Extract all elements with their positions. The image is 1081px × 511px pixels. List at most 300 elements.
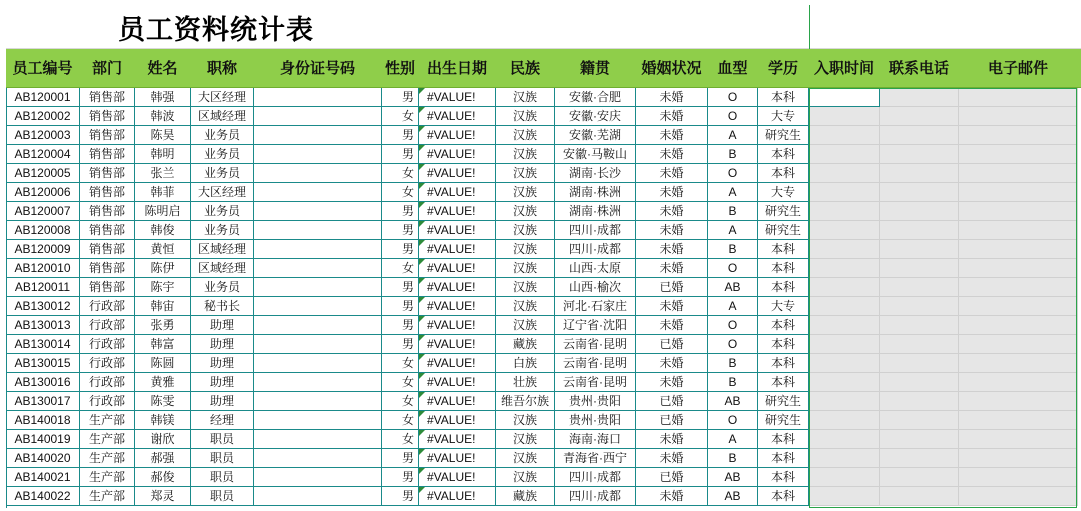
table-cell[interactable]: 安徽·马鞍山 [555,145,636,164]
table-cell[interactable] [880,183,959,202]
table-cell[interactable]: 韩宙 [135,297,191,316]
table-cell[interactable] [254,240,382,259]
table-cell[interactable]: AB140019 [6,430,80,449]
table-cell[interactable]: 郝俊 [135,468,191,487]
table-cell[interactable]: 海南·海口 [555,430,636,449]
table-cell[interactable] [809,145,880,164]
table-cell[interactable]: AB130013 [6,316,80,335]
table-cell[interactable] [880,487,959,506]
column-header[interactable]: 籍贯 [579,59,610,77]
table-cell[interactable]: 未婚 [636,145,708,164]
table-cell[interactable] [959,335,1078,354]
table-cell[interactable] [419,468,496,487]
table-cell[interactable] [419,449,496,468]
table-cell[interactable]: 本科 [758,278,809,297]
table-cell[interactable]: 助理 [191,392,254,411]
table-cell[interactable]: 韩明 [135,145,191,164]
table-cell[interactable] [880,221,959,240]
table-cell[interactable]: 业务员 [191,202,254,221]
table-cell[interactable] [959,164,1078,183]
table-cell[interactable]: 山西·太原 [555,259,636,278]
column-header[interactable]: 身份证号码 [279,59,355,77]
table-cell[interactable] [254,316,382,335]
table-cell[interactable]: 汉族 [496,145,555,164]
table-cell[interactable]: 秘书长 [191,297,254,316]
table-cell[interactable]: 未婚 [636,449,708,468]
table-cell[interactable]: 本科 [758,487,809,506]
table-cell[interactable]: 男 [382,240,419,259]
table-cell[interactable]: 男 [382,221,419,240]
table-cell[interactable]: 藏族 [496,487,555,506]
table-cell[interactable]: O [708,335,758,354]
table-cell[interactable]: 未婚 [636,316,708,335]
table-cell[interactable] [254,145,382,164]
table-cell[interactable]: 生产部 [80,430,135,449]
table-cell[interactable]: 维吾尔族 [496,392,555,411]
table-cell[interactable] [419,392,496,411]
table-cell[interactable]: 四川·成都 [555,240,636,259]
table-cell[interactable]: 大区经理 [191,183,254,202]
table-cell[interactable] [880,107,959,126]
table-cell[interactable]: 女 [382,373,419,392]
table-cell[interactable]: 区域经理 [191,259,254,278]
table-cell[interactable] [959,88,1078,107]
column-header[interactable]: 入职时间 [813,59,874,77]
table-cell[interactable]: 四川·成都 [555,468,636,487]
table-cell[interactable]: 汉族 [496,411,555,430]
table-cell[interactable]: 陈伊 [135,259,191,278]
table-cell[interactable]: 助理 [191,373,254,392]
table-cell[interactable]: B [708,202,758,221]
table-cell[interactable] [880,259,959,278]
table-cell[interactable]: 安徽·合肥 [555,88,636,107]
table-cell[interactable] [254,221,382,240]
table-cell[interactable]: 男 [382,449,419,468]
table-cell[interactable]: 贵州·贵阳 [555,392,636,411]
table-cell[interactable]: 业务员 [191,145,254,164]
table-cell[interactable]: 男 [382,88,419,107]
table-cell[interactable] [880,411,959,430]
table-cell[interactable]: 男 [382,145,419,164]
table-cell[interactable] [419,259,496,278]
table-cell[interactable]: 行政部 [80,335,135,354]
table-cell[interactable]: 销售部 [80,145,135,164]
table-cell[interactable]: 汉族 [496,240,555,259]
table-cell[interactable]: 本科 [758,145,809,164]
column-header[interactable]: 姓名 [147,59,178,77]
table-cell[interactable]: 助理 [191,354,254,373]
table-cell[interactable]: 韩俊 [135,221,191,240]
table-cell[interactable] [880,164,959,183]
table-cell[interactable] [809,297,880,316]
table-cell[interactable]: 女 [382,259,419,278]
column-header[interactable]: 性别 [384,59,415,77]
table-cell[interactable]: 韩富 [135,335,191,354]
table-cell[interactable]: 张勇 [135,316,191,335]
column-header[interactable]: 联系电话 [888,59,949,77]
table-cell[interactable] [254,373,382,392]
table-cell[interactable]: O [708,164,758,183]
table-cell[interactable]: 本科 [758,259,809,278]
table-cell[interactable]: 女 [382,354,419,373]
table-cell[interactable]: 汉族 [496,297,555,316]
table-cell[interactable] [809,126,880,145]
table-cell[interactable] [959,240,1078,259]
table-cell[interactable]: 陈明启 [135,202,191,221]
table-cell[interactable] [254,107,382,126]
table-cell[interactable]: 本科 [758,354,809,373]
table-cell[interactable]: 销售部 [80,88,135,107]
table-cell[interactable]: 销售部 [80,278,135,297]
table-cell[interactable] [419,297,496,316]
table-cell[interactable] [419,164,496,183]
table-cell[interactable]: AB130015 [6,354,80,373]
table-cell[interactable] [809,487,880,506]
table-cell[interactable]: 销售部 [80,107,135,126]
table-cell[interactable]: 壮族 [496,373,555,392]
table-cell[interactable] [254,468,382,487]
table-cell[interactable]: 本科 [758,449,809,468]
table-cell[interactable]: 郑灵 [135,487,191,506]
table-cell[interactable]: B [708,354,758,373]
table-cell[interactable] [809,430,880,449]
table-cell[interactable] [880,449,959,468]
table-cell[interactable]: 男 [382,487,419,506]
table-cell[interactable] [880,468,959,487]
table-cell[interactable]: 本科 [758,240,809,259]
table-cell[interactable]: 郝强 [135,449,191,468]
table-cell[interactable]: 销售部 [80,126,135,145]
table-cell[interactable]: 生产部 [80,449,135,468]
table-cell[interactable] [809,411,880,430]
table-cell[interactable] [809,183,880,202]
table-cell[interactable]: 陈雯 [135,392,191,411]
table-cell[interactable] [419,430,496,449]
table-cell[interactable]: 张兰 [135,164,191,183]
table-cell[interactable]: 未婚 [636,297,708,316]
column-header[interactable]: 职称 [206,59,237,77]
table-cell[interactable] [254,164,382,183]
table-cell[interactable] [959,430,1078,449]
table-cell[interactable]: 本科 [758,164,809,183]
table-cell[interactable]: A [708,297,758,316]
table-cell[interactable]: 行政部 [80,316,135,335]
table-cell[interactable] [419,183,496,202]
table-cell[interactable]: 男 [382,126,419,145]
table-cell[interactable] [809,449,880,468]
table-cell[interactable]: 未婚 [636,126,708,145]
table-cell[interactable]: 安徽·芜湖 [555,126,636,145]
table-cell[interactable]: 汉族 [496,278,555,297]
table-cell[interactable] [419,202,496,221]
table-cell[interactable] [254,183,382,202]
table-cell[interactable]: AB140020 [6,449,80,468]
table-cell[interactable]: 研究生 [758,202,809,221]
table-cell[interactable]: 陈宇 [135,278,191,297]
table-cell[interactable] [809,240,880,259]
table-cell[interactable]: 未婚 [636,88,708,107]
table-cell[interactable]: AB120007 [6,202,80,221]
table-cell[interactable]: 职员 [191,468,254,487]
table-cell[interactable]: 未婚 [636,202,708,221]
table-cell[interactable]: 本科 [758,316,809,335]
table-cell[interactable]: 本科 [758,430,809,449]
table-cell[interactable]: 男 [382,202,419,221]
table-cell[interactable]: 本科 [758,468,809,487]
table-cell[interactable] [880,88,959,107]
table-cell[interactable] [809,164,880,183]
sheet-title[interactable]: 员工资料统计表 [118,15,314,46]
table-cell[interactable] [419,240,496,259]
table-cell[interactable]: 青海省·西宁 [555,449,636,468]
table-cell[interactable] [959,487,1078,506]
table-cell[interactable]: 山西·榆次 [555,278,636,297]
table-cell[interactable] [419,221,496,240]
table-cell[interactable] [880,126,959,145]
table-cell[interactable]: A [708,221,758,240]
table-cell[interactable]: 湖南·株洲 [555,183,636,202]
table-cell[interactable]: 生产部 [80,468,135,487]
table-cell[interactable]: 销售部 [80,221,135,240]
table-cell[interactable]: O [708,107,758,126]
table-cell[interactable]: 研究生 [758,221,809,240]
table-cell[interactable]: 研究生 [758,392,809,411]
table-cell[interactable] [419,373,496,392]
table-cell[interactable]: 汉族 [496,316,555,335]
table-cell[interactable] [254,411,382,430]
table-cell[interactable]: 韩波 [135,107,191,126]
table-cell[interactable]: 男 [382,468,419,487]
table-cell[interactable]: 已婚 [636,392,708,411]
table-cell[interactable]: A [708,430,758,449]
table-cell[interactable]: 安徽·安庆 [555,107,636,126]
table-cell[interactable]: 黄雅 [135,373,191,392]
table-cell[interactable]: O [708,259,758,278]
table-cell[interactable]: 行政部 [80,297,135,316]
table-cell[interactable]: 未婚 [636,430,708,449]
column-header[interactable]: 电子邮件 [987,59,1048,77]
table-cell[interactable]: 谢欣 [135,430,191,449]
table-cell[interactable] [959,449,1078,468]
table-cell[interactable]: 生产部 [80,487,135,506]
table-cell[interactable]: AB120011 [6,278,80,297]
table-cell[interactable]: 业务员 [191,278,254,297]
table-cell[interactable] [880,354,959,373]
table-cell[interactable]: 本科 [758,373,809,392]
table-cell[interactable]: 销售部 [80,259,135,278]
table-cell[interactable] [880,145,959,164]
table-cell[interactable] [809,354,880,373]
table-cell[interactable]: 韩强 [135,88,191,107]
table-cell[interactable]: 男 [382,297,419,316]
column-header[interactable]: 血型 [717,59,748,77]
table-cell[interactable]: AB140018 [6,411,80,430]
table-cell[interactable]: 区域经理 [191,240,254,259]
table-cell[interactable]: 男 [382,316,419,335]
table-cell[interactable]: 辽宁省·沈阳 [555,316,636,335]
table-cell[interactable] [959,354,1078,373]
table-cell[interactable]: 本科 [758,88,809,107]
table-cell[interactable]: B [708,373,758,392]
table-cell[interactable]: 男 [382,278,419,297]
table-cell[interactable]: AB120004 [6,145,80,164]
table-cell[interactable]: 职员 [191,487,254,506]
table-cell[interactable]: 行政部 [80,392,135,411]
table-cell[interactable]: B [708,240,758,259]
table-cell[interactable] [254,88,382,107]
table-cell[interactable]: AB120001 [6,88,80,107]
table-cell[interactable]: 汉族 [496,164,555,183]
table-cell[interactable] [880,202,959,221]
table-cell[interactable]: 贵州·贵阳 [555,411,636,430]
table-cell[interactable] [880,297,959,316]
table-cell[interactable] [880,392,959,411]
table-cell[interactable]: 未婚 [636,354,708,373]
table-cell[interactable]: 未婚 [636,221,708,240]
table-cell[interactable] [419,278,496,297]
table-cell[interactable]: 研究生 [758,411,809,430]
table-cell[interactable]: 已婚 [636,468,708,487]
table-cell[interactable]: 汉族 [496,221,555,240]
table-cell[interactable] [880,335,959,354]
table-cell[interactable] [419,335,496,354]
table-cell[interactable]: 业务员 [191,126,254,145]
table-cell[interactable]: 女 [382,430,419,449]
table-cell[interactable] [809,468,880,487]
table-cell[interactable]: AB120010 [6,259,80,278]
table-cell[interactable] [254,126,382,145]
table-cell[interactable] [959,278,1078,297]
column-header[interactable]: 学历 [767,59,798,77]
table-cell[interactable]: A [708,183,758,202]
table-cell[interactable]: AB [708,278,758,297]
table-cell[interactable] [254,487,382,506]
table-cell[interactable] [809,335,880,354]
table-cell[interactable] [959,316,1078,335]
table-cell[interactable]: 已婚 [636,411,708,430]
table-cell[interactable]: 汉族 [496,202,555,221]
table-cell[interactable]: 区域经理 [191,107,254,126]
table-cell[interactable]: 陈圆 [135,354,191,373]
table-cell[interactable]: 韩菲 [135,183,191,202]
column-header[interactable]: 民族 [509,59,540,77]
table-cell[interactable] [959,411,1078,430]
table-cell[interactable] [880,316,959,335]
table-cell[interactable]: 女 [382,392,419,411]
table-cell[interactable]: AB [708,468,758,487]
table-cell[interactable] [880,430,959,449]
column-header[interactable]: 部门 [91,59,122,77]
table-cell[interactable]: AB120003 [6,126,80,145]
table-cell[interactable]: 白族 [496,354,555,373]
table-cell[interactable]: AB140021 [6,468,80,487]
table-cell[interactable]: 助理 [191,316,254,335]
table-cell[interactable] [880,240,959,259]
table-cell[interactable] [419,411,496,430]
table-cell[interactable]: 男 [382,335,419,354]
table-cell[interactable] [809,373,880,392]
table-cell[interactable]: 业务员 [191,164,254,183]
table-cell[interactable]: 职员 [191,430,254,449]
table-cell[interactable] [809,202,880,221]
table-cell[interactable]: AB120002 [6,107,80,126]
table-cell[interactable] [419,107,496,126]
table-cell[interactable]: 生产部 [80,411,135,430]
table-cell[interactable]: 河北·石家庄 [555,297,636,316]
table-cell[interactable]: 已婚 [636,278,708,297]
table-cell[interactable]: 销售部 [80,183,135,202]
table-cell[interactable] [809,278,880,297]
table-cell[interactable] [959,126,1078,145]
column-header[interactable]: 出生日期 [426,59,487,77]
table-cell[interactable]: A [708,126,758,145]
table-cell[interactable]: 职员 [191,449,254,468]
table-cell[interactable] [419,354,496,373]
table-cell[interactable]: AB120009 [6,240,80,259]
table-cell[interactable]: 行政部 [80,373,135,392]
table-cell[interactable] [809,316,880,335]
table-cell[interactable]: 汉族 [496,259,555,278]
table-cell[interactable] [419,88,496,107]
table-cell[interactable]: 女 [382,183,419,202]
table-cell[interactable]: O [708,316,758,335]
table-cell[interactable]: B [708,449,758,468]
table-cell[interactable]: 销售部 [80,202,135,221]
table-cell[interactable]: 黄恒 [135,240,191,259]
table-cell[interactable] [959,297,1078,316]
table-cell[interactable]: 销售部 [80,240,135,259]
table-cell[interactable]: 经理 [191,411,254,430]
table-cell[interactable] [419,126,496,145]
table-cell[interactable]: 女 [382,107,419,126]
table-cell[interactable]: 未婚 [636,240,708,259]
table-cell[interactable]: 湖南·长沙 [555,164,636,183]
table-cell[interactable] [254,335,382,354]
table-cell[interactable] [809,88,880,107]
table-cell[interactable]: AB [708,392,758,411]
table-cell[interactable] [959,259,1078,278]
table-cell[interactable]: 藏族 [496,335,555,354]
table-cell[interactable]: O [708,411,758,430]
table-cell[interactable]: 汉族 [496,183,555,202]
table-cell[interactable]: AB140022 [6,487,80,506]
table-cell[interactable]: 行政部 [80,354,135,373]
table-cell[interactable] [809,392,880,411]
column-header[interactable]: 婚姻状况 [641,59,702,77]
table-cell[interactable] [254,297,382,316]
table-cell[interactable]: AB130017 [6,392,80,411]
table-cell[interactable]: 云南省·昆明 [555,373,636,392]
table-cell[interactable]: 业务员 [191,221,254,240]
table-cell[interactable] [254,354,382,373]
table-cell[interactable]: 汉族 [496,449,555,468]
table-cell[interactable]: 未婚 [636,487,708,506]
table-cell[interactable] [809,221,880,240]
table-cell[interactable]: 四川·成都 [555,487,636,506]
table-cell[interactable]: 汉族 [496,107,555,126]
table-cell[interactable] [959,107,1078,126]
table-cell[interactable] [880,278,959,297]
table-cell[interactable]: 汉族 [496,88,555,107]
table-cell[interactable]: 未婚 [636,164,708,183]
table-cell[interactable] [419,316,496,335]
table-cell[interactable] [254,278,382,297]
table-cell[interactable]: AB130012 [6,297,80,316]
table-cell[interactable]: O [708,88,758,107]
table-cell[interactable]: 陈昊 [135,126,191,145]
table-cell[interactable] [809,107,880,126]
table-cell[interactable]: AB120006 [6,183,80,202]
